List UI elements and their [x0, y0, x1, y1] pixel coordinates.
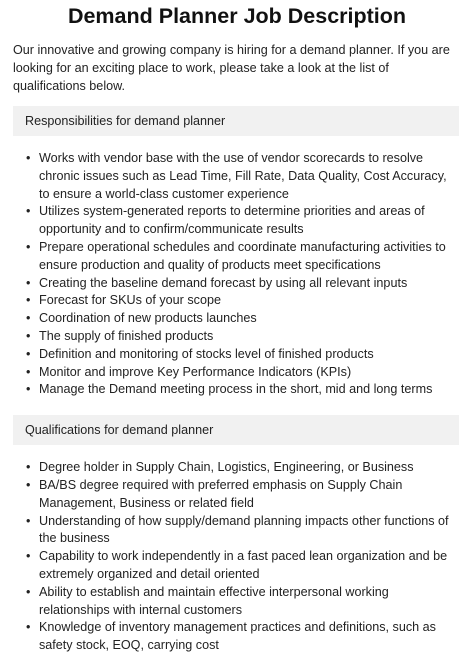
bullet-icon: •: [26, 549, 31, 564]
list-item: [26, 364, 458, 382]
bullet-icon: •: [26, 513, 31, 528]
bullet-icon: •: [26, 477, 31, 492]
bullet-icon: •: [26, 328, 31, 343]
list-item-text: BA/BS degree required with preferred emphasis on Supply Chain Management, Business or related field: [39, 477, 403, 510]
page-title: Demand Planner Job Description: [67, 4, 407, 28]
list-item-text: Creating the baseline demand forecast by using all relevant inputs: [39, 275, 408, 290]
bullet-icon: •: [26, 151, 31, 165]
list-item-text: Ability to establish and maintain effective interpersonal working relationships with internal customers: [39, 584, 389, 617]
list-item-text: Prepare operational schedules and coordinate manufacturing activities to ensure production and quality of products meet specifications: [39, 239, 446, 272]
list-item-text: Degree holder in Supply Chain, Logistics, Engineering, or Business: [39, 460, 414, 475]
list-item: [26, 150, 458, 203]
bullet-icon: •: [26, 275, 31, 290]
list-item-text: Forecast for SKUs of your scope: [39, 293, 221, 308]
responsibilities-list: [0, 150, 458, 399]
list-item: [26, 292, 458, 310]
list-item-text: Understanding of how supply/demand planning impacts other functions of the business: [39, 513, 449, 546]
list-item: [26, 584, 458, 620]
list-item-text: Coordination of new products launches: [39, 311, 257, 326]
list-item: [26, 328, 458, 346]
intro-paragraph: Our innovative and growing company is hiring for a demand planner. If you are looking for an exciting place to work, please take a look at the list of qualifications below.: [13, 43, 450, 93]
bullet-icon: •: [26, 364, 31, 379]
bullet-icon: •: [26, 620, 31, 635]
qualifications-header: Qualifications for demand planner: [13, 415, 459, 445]
list-item-text: Utilizes system-generated reports to determine priorities and areas of opportunity and to confirm/communicate results: [39, 204, 425, 237]
bullet-icon: •: [26, 382, 31, 397]
list-item: [26, 381, 458, 399]
bullet-icon: •: [26, 460, 31, 475]
list-item-text: Monitor and improve Key Performance Indicators (KPIs): [39, 364, 352, 379]
list-item: [26, 619, 458, 655]
list-item: [26, 459, 458, 477]
list-item: [26, 203, 458, 239]
list-item-text: Works with vendor base with the use of vendor scorecards to resolve chronic issues such as Lead Time, Fill Rate, Data Quality, Cost Accuracy, to ensure a world-class customer experience: [39, 151, 447, 201]
qualifications-list: [0, 459, 458, 655]
list-item-text: Capability to work independently in a fast paced lean organization and be extremely organized and detail oriented: [39, 549, 448, 581]
list-item: [26, 275, 458, 293]
list-item: [26, 310, 458, 328]
bullet-icon: •: [26, 204, 31, 219]
bullet-icon: •: [26, 346, 31, 361]
bullet-icon: •: [26, 239, 31, 254]
list-item-text: Manage the Demand meeting process in the short, mid and long terms: [39, 382, 433, 397]
bullet-icon: •: [26, 311, 31, 326]
list-item: [26, 477, 458, 513]
list-item: [26, 513, 458, 549]
bullet-icon: •: [26, 293, 31, 308]
list-item: [26, 548, 458, 584]
list-item-text: Definition and monitoring of stocks level of finished products: [39, 346, 374, 361]
list-item-text: The supply of finished products: [39, 328, 214, 343]
responsibilities-header: Responsibilities for demand planner: [13, 106, 459, 136]
bullet-icon: •: [26, 584, 31, 599]
list-item-text: Knowledge of inventory management practices and definitions, such as safety stock, EOQ, carrying cost: [39, 620, 436, 653]
list-item: [26, 346, 458, 364]
list-item: [26, 239, 458, 275]
